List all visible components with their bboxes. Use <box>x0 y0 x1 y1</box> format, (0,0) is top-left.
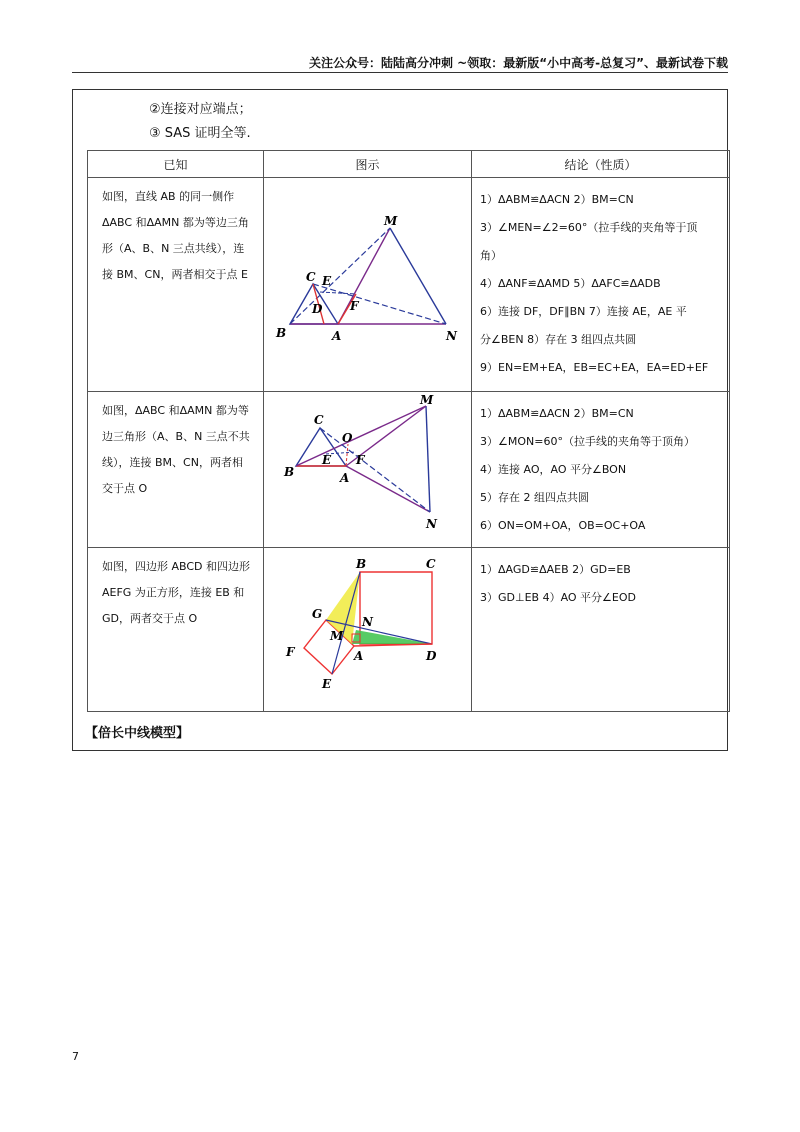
intro-step-3: ③ SAS 证明全等. <box>149 126 251 141</box>
conclusion-line: 4）ΔANF≌ΔAMD 5）ΔAFC≌ΔADB <box>480 277 661 290</box>
row1-figure <box>264 178 472 392</box>
label-A: A <box>340 471 350 485</box>
figure-equilateral-collinear <box>264 178 470 390</box>
label-B: B <box>284 465 295 479</box>
label-E: E <box>322 677 332 691</box>
row2-known: 如图，ΔABC 和ΔAMN 都为等边三角形（A、B、N 三点不共线），连接 BM、CN，两者相交于点 O <box>88 392 264 548</box>
label-E: E <box>322 453 332 467</box>
label-B: B <box>276 326 287 340</box>
table-row <box>88 178 730 392</box>
label-G: G <box>312 607 323 621</box>
label-M: M <box>420 393 434 407</box>
row1-known: 如图，直线 AB 的同一侧作ΔABC 和ΔAMN 都为等边三角形（A、B、N 三点共线），连接 BM、CN，两者相交于点 E <box>88 178 264 392</box>
label-M: M <box>330 629 344 643</box>
conclusion-line: 4）连接 AO，AO 平分∠BON <box>480 463 627 476</box>
conclusion-line: 6）连接 DF，DF∥BN 7）连接 AE，AE 平 <box>480 305 687 318</box>
conclusion-line: 3）∠MON=60°（拉手线的夹角等于顶角） <box>480 435 695 448</box>
figure-equilateral-noncollinear <box>264 392 470 546</box>
label-N: N <box>426 517 437 531</box>
model-table <box>87 150 730 712</box>
conclusion-line: 3）∠MEN=∠2=60°（拉手线的夹角等于顶 <box>480 221 698 234</box>
table-row <box>88 392 730 548</box>
label-N: N <box>446 329 457 343</box>
label-F: F <box>350 299 359 313</box>
intro-step-2: ②连接对应端点； <box>149 102 252 117</box>
label-A: A <box>354 649 364 663</box>
row3-known: 如图，四边形 ABCD 和四边形 AEFG 为正方形，连接 EB 和 GD，两者交于点 O <box>88 548 264 712</box>
section-title: 【倍长中线模型】 <box>85 726 190 741</box>
conclusion-line: 1）ΔABM≌ΔACN 2）BM=CN <box>480 407 634 420</box>
table-row <box>88 548 730 712</box>
label-A: A <box>332 329 342 343</box>
label-E: E <box>322 274 332 288</box>
label-N: N <box>362 615 373 629</box>
header-known: 已知 <box>88 151 264 178</box>
label-C: C <box>306 270 316 284</box>
conclusion-line: 9）EN=EM+EA，EB=EC+EA，EA=ED+EF <box>480 361 709 374</box>
label-F: F <box>286 645 295 659</box>
conclusion-line: 角） <box>480 249 502 262</box>
label-C: C <box>314 413 324 427</box>
page-number: 7 <box>72 1050 79 1063</box>
conclusion-line: 分∠BEN 8）存在 3 组四点共圆 <box>480 333 637 346</box>
row2-figure <box>264 392 472 548</box>
label-F: F <box>356 453 365 467</box>
conclusion-line: 6）ON=OM+OA，OB=OC+OA <box>480 519 646 532</box>
figure-two-squares <box>264 548 470 710</box>
row3-conclusions <box>472 548 730 712</box>
row1-conclusions <box>472 178 730 392</box>
conclusion-line: 3）GD⊥EB 4）AO 平分∠EOD <box>480 591 636 604</box>
label-O: O <box>342 431 353 445</box>
table-header-row <box>88 151 730 178</box>
header-rule <box>72 72 728 73</box>
label-B: B <box>356 557 367 571</box>
page-header: 关注公众号：陆陆高分冲刺 ~领取：最新版“小中高考-总复习”、最新试卷下载 <box>309 56 728 70</box>
row3-figure <box>264 548 472 712</box>
conclusion-line: 1）ΔABM≌ΔACN 2）BM=CN <box>480 193 634 206</box>
header-figure: 图示 <box>264 151 472 178</box>
label-D: D <box>426 649 437 663</box>
conclusion-line: 5）存在 2 组四点共圆 <box>480 491 589 504</box>
label-C: C <box>426 557 436 571</box>
row2-conclusions <box>472 392 730 548</box>
conclusion-line: 1）ΔAGD≌ΔAEB 2）GD=EB <box>480 563 631 576</box>
label-D: D <box>312 302 323 316</box>
header-conclusion: 结论（性质） <box>472 151 730 178</box>
label-M: M <box>384 214 398 228</box>
content-box <box>72 89 728 751</box>
